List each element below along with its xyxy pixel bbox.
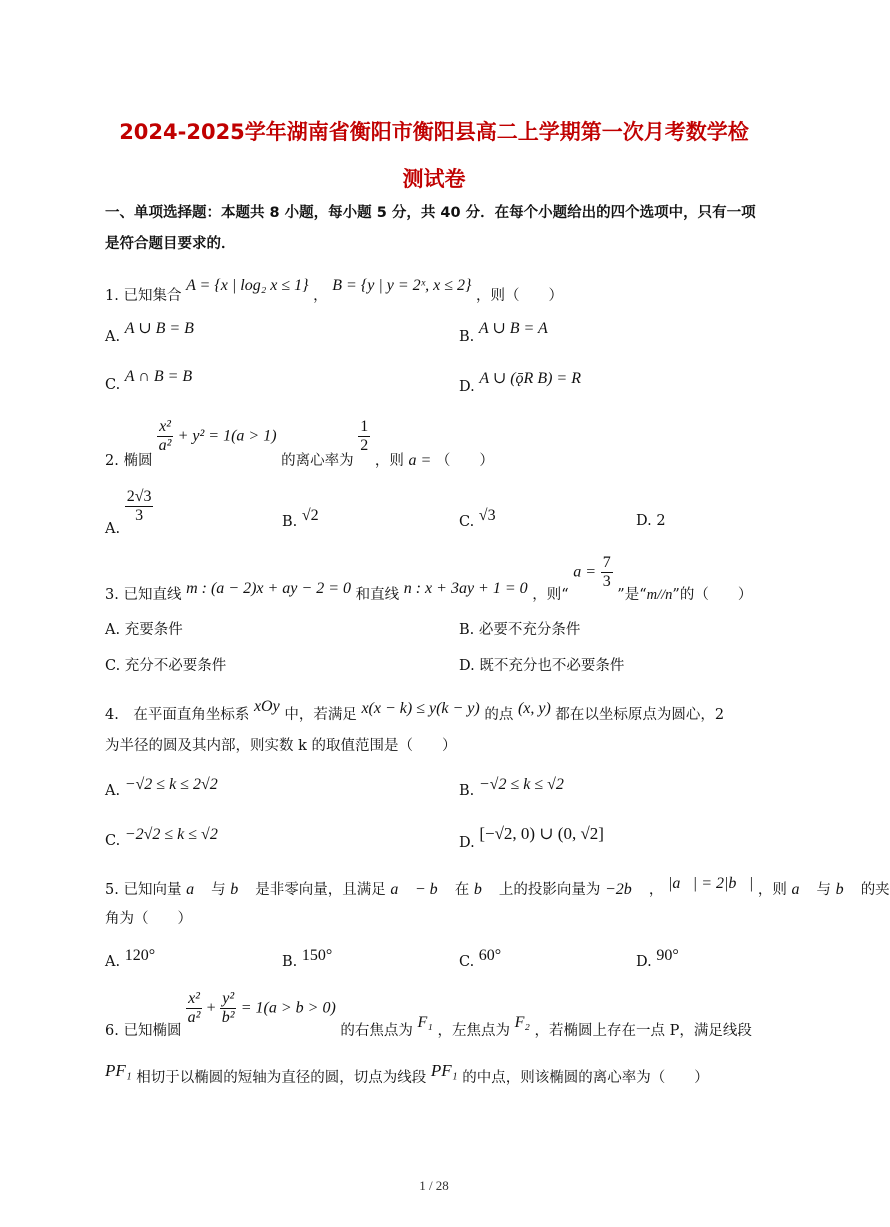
option-label: D. (636, 954, 657, 970)
q3-option-b: B. 必要不充分条件 (459, 622, 581, 638)
q2-option-a (105, 488, 153, 537)
q6-equation: = 1(a > b > 0) (240, 999, 336, 1017)
q3-is: ”是“ (617, 586, 647, 603)
q3-tail: ”的（ ） (672, 586, 753, 603)
q2-equation: + y² = 1(a > 1) (177, 427, 277, 445)
q3-option-a: A. 充要条件 (105, 622, 183, 638)
q1-option-d (459, 370, 581, 396)
q3-line-n: n : x + 3ay + 1 = 0 (403, 579, 528, 597)
q6-plus: + (206, 999, 216, 1017)
numerator: y² (222, 990, 235, 1007)
option-label: C. (459, 514, 479, 530)
option-label: B. (282, 514, 302, 530)
question-1 (105, 277, 564, 305)
q6-focus-f1: F₁ (417, 1013, 433, 1031)
option-expr: √3 (478, 507, 496, 524)
q3-then: ，则“ (532, 586, 569, 603)
option-label: B. (459, 329, 479, 345)
option-expr: 60° (478, 947, 502, 964)
q5-vec-a-2: a⃗ (791, 881, 812, 898)
q5-text-b: 是非零向量，且满足 (255, 882, 386, 898)
option-fraction (125, 488, 154, 525)
q4-inequality: x(x − k) ≤ y(k − y) (361, 700, 480, 717)
numerator: x² (188, 990, 200, 1007)
exam-title-line2: 测试卷 (402, 167, 466, 191)
q5-on: 在 (454, 882, 470, 898)
option-label: C. (459, 954, 479, 970)
denominator: a² (158, 437, 172, 454)
q3-line-m: m : (a − 2)x + ay − 2 = 0 (186, 579, 351, 597)
q6-text-c: ，若椭圆上存在一点 P，满足线段 (534, 1022, 752, 1039)
option-expr: −√2 ≤ k ≤ √2 (478, 776, 564, 793)
option-expr: A ∪ B = A (478, 320, 548, 337)
q2-paren: （ ） (435, 452, 494, 469)
q6-text-a: 的右焦点为 (340, 1022, 413, 1039)
option-expr: A ∪ B = B (124, 320, 194, 337)
option-expr: −√2 ≤ k ≤ 2√2 (124, 776, 218, 793)
q5-vec-b-3: b⃗ (835, 881, 857, 898)
q1-set-b: B = {y | y = 2ˣ, x ≤ 2} (332, 277, 472, 294)
option-expr: −2√2 ≤ k ≤ √2 (124, 826, 218, 843)
q4-option-c (105, 826, 218, 850)
q6-segment-pf1-2: PF₁ (430, 1061, 458, 1080)
q1-set-a: A = {x | log₂ x ≤ 1} (186, 277, 309, 294)
q5-option-b (282, 947, 333, 971)
option-label: C. (105, 833, 125, 849)
q5-vec-b-2: b⃗ (473, 881, 495, 898)
q2-option-c (459, 507, 496, 531)
question-2 (105, 418, 494, 469)
q4-text-d: 都在以坐标原点为圆心，2 (555, 707, 725, 723)
option-expr: 150° (301, 947, 333, 964)
option-expr: √2 (301, 507, 319, 524)
option-label: A. (105, 954, 125, 970)
option-expr: 90° (656, 947, 679, 964)
q5-with-2: 与 (816, 882, 832, 898)
question-4 (105, 698, 725, 724)
q5-vec-b: b⃗ (230, 881, 251, 898)
q6-stem: 6. 已知椭圆 (105, 1022, 182, 1039)
q5-stem: 5. 已知向量 (105, 882, 182, 898)
q3-option-c: C. 充分不必要条件 (105, 658, 227, 674)
q2-option-d: D. 2 (636, 513, 666, 529)
q6-fraction-x (186, 990, 202, 1027)
question-5 (105, 875, 890, 899)
q2-option-b (282, 507, 319, 531)
q6-fraction-y (220, 990, 236, 1027)
q5-text-d: ，则 (757, 882, 787, 898)
q3-a-eq: a = (573, 563, 597, 581)
option-label: A. (105, 329, 125, 345)
q1-stem: 1. 已知集合 (105, 288, 182, 304)
option-label: C. (105, 377, 125, 393)
numerator: 1 (360, 418, 369, 435)
q3-option-d: D. 既不充分也不必要条件 (459, 658, 625, 674)
q6-text-line2-b: 的中点，则该椭圆的离心率为（ ） (462, 1070, 709, 1086)
exam-title-line1: 2024-2025学年湖南省衡阳市衡阳县高二上学期第一次月考数学检 (119, 120, 749, 144)
option-label: B. (282, 954, 302, 970)
q4-xoy: xOy (253, 698, 280, 715)
q4-option-b (459, 776, 564, 800)
q5-option-a (105, 947, 156, 971)
section-heading: 一、单项选择题：本题共 8 小题，每小题 5 分，共 40 分．在每个小题给出的四个选项中，只有一项是符合题目要求的． (105, 205, 756, 252)
q5-text-c: 上的投影向量为 (498, 882, 601, 898)
q5-option-c (459, 947, 502, 971)
q5-projection: −2b⃗ (604, 881, 645, 898)
denominator: 2 (360, 437, 369, 454)
q2-tail: ，则 (374, 452, 404, 469)
q1-comma: ， (313, 288, 328, 304)
q4-point: (x, y) (517, 700, 551, 717)
q4-text-b: 中，若满足 (284, 707, 357, 723)
q5-vec-a: a⃗ (186, 881, 207, 898)
q1-tail: ，则（ ） (476, 288, 564, 304)
q4-option-a (105, 776, 218, 800)
q5-line2: 角为（ ） (105, 911, 192, 927)
q6-segment-pf1: PF₁ (105, 1061, 132, 1080)
q5-diff: a⃗ − b⃗ (390, 881, 451, 898)
q2-a-eq: a = (408, 451, 432, 469)
q3-and: 和直线 (355, 586, 400, 603)
option-expr: 120° (124, 947, 156, 964)
q6-text-b: ，左焦点为 (437, 1022, 510, 1039)
q1-option-a (105, 320, 194, 346)
denominator: b² (221, 1009, 235, 1026)
option-expr: A ∪ (ǭR B) = R (479, 370, 581, 387)
option-label: D. (459, 835, 480, 851)
numerator: 2√3 (126, 488, 152, 505)
q4-option-d (459, 824, 604, 852)
q5-sep: ， (648, 882, 664, 898)
denominator: a² (187, 1009, 201, 1026)
question-3 (105, 554, 753, 603)
q2-fraction (157, 418, 173, 455)
page-number: 1 / 28 (419, 1178, 449, 1193)
q6-focus-f2: F₂ (514, 1013, 530, 1031)
option-label: B. (459, 783, 479, 799)
q1-option-c (105, 368, 193, 394)
option-label: D. (459, 379, 480, 395)
q3-parallel: m//n (646, 586, 673, 603)
q1-option-b (459, 320, 548, 346)
denominator: 3 (602, 573, 611, 590)
q4-stem: 4. 在平面直角坐标系 (105, 707, 250, 723)
q5-text-e: 的夹 (860, 882, 890, 898)
numerator: 7 (602, 554, 611, 571)
q4-line2: 为半径的圆及其内部，则实数 k 的取值范围是（ ） (105, 738, 457, 754)
q3-fraction (601, 554, 613, 591)
numerator: x² (159, 418, 171, 435)
denominator: 3 (135, 507, 144, 524)
q2-stem: 2. 椭圆 (105, 452, 153, 469)
option-label: A. (105, 520, 121, 537)
q6-text-line2-a: 相切于以椭圆的短轴为直径的圆，切点为线段 (136, 1070, 427, 1086)
q5-with: 与 (211, 882, 226, 898)
q2-half (358, 418, 370, 455)
q3-stem: 3. 已知直线 (105, 586, 182, 603)
q6-line2 (105, 1061, 709, 1087)
question-6 (105, 990, 752, 1039)
q5-magnitude: |a⃗| = 2|b⃗| (667, 875, 754, 892)
option-expr: A ∩ B = B (124, 368, 193, 385)
option-expr: [−√2, 0) ∪ (0, √2] (479, 824, 604, 843)
option-label: A. (105, 783, 125, 799)
q4-text-c: 的点 (484, 707, 514, 723)
q2-mid: 的离心率为 (281, 452, 354, 469)
q5-option-d (636, 947, 679, 971)
